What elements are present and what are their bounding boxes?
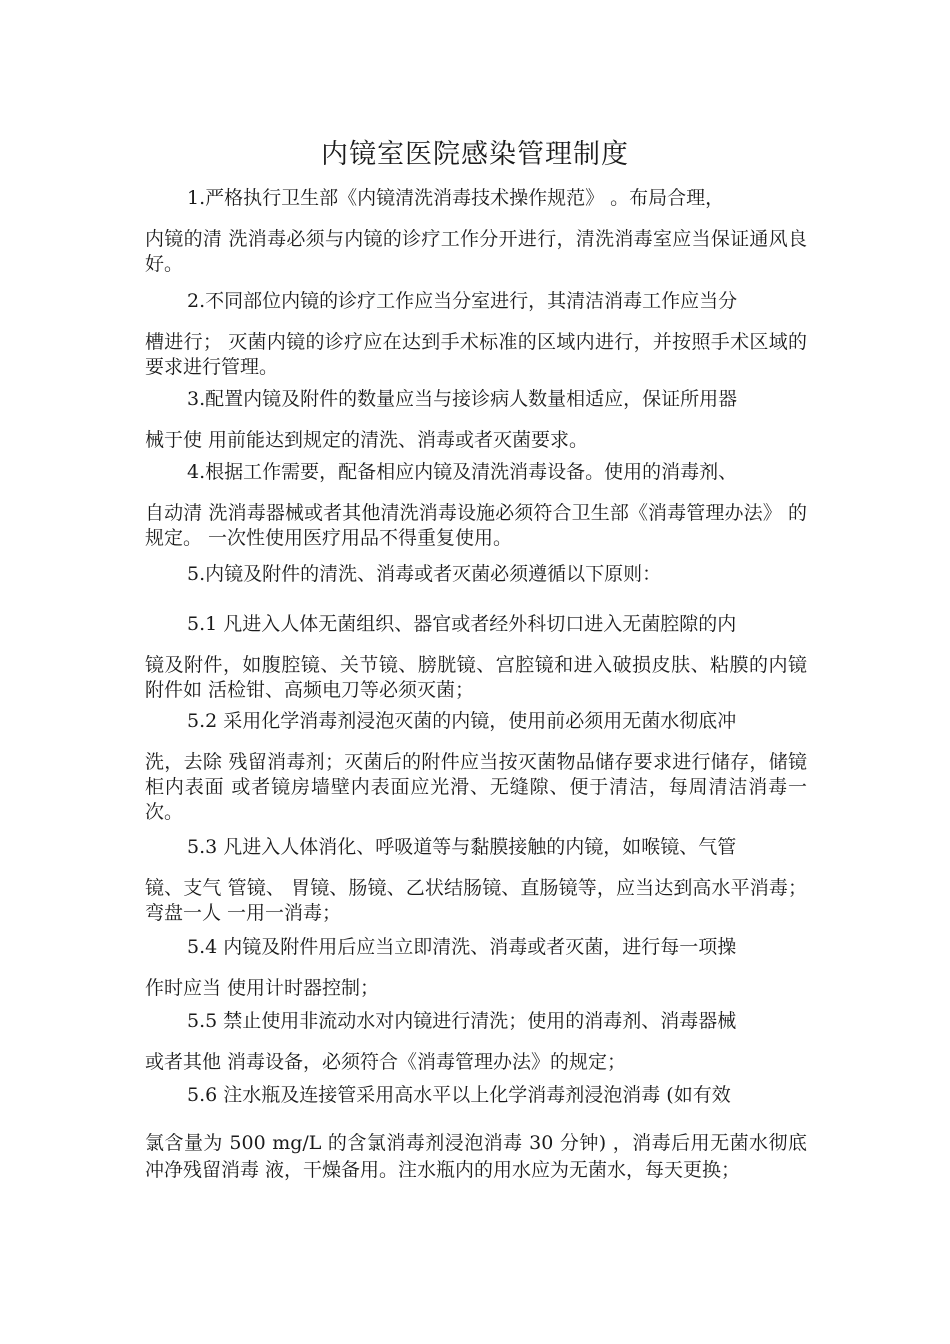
paragraph-5-3 xyxy=(145,835,807,926)
paragraph-first-line: 5.3 凡进入人体消化、呼吸道等与黏膜接触的内镜，如喉镜、气管 xyxy=(187,836,737,858)
paragraph-5-5 xyxy=(145,1009,807,1075)
paragraph-body: 或者其他 消毒设备，必须符合《消毒管理办法》的规定； xyxy=(145,1051,627,1073)
paragraph-first-line: 5.6 注水瓶及连接管采用高水平以上化学消毒剂浸泡消毒 (如有效 xyxy=(187,1084,731,1106)
paragraph-first-line: 3.配置内镜及附件的数量应当与接诊病人数量相适应，保证所用器 xyxy=(187,388,738,410)
paragraph-body: 内镜的清 洗消毒必须与内镜的诊疗工作分开进行，清洗消毒室应当保证通风良好。 xyxy=(145,228,807,275)
paragraph-4 xyxy=(145,460,807,551)
paragraph-3 xyxy=(145,387,807,453)
paragraph-body: 械于使 用前能达到规定的清洗、消毒或者灭菌要求。 xyxy=(145,429,589,451)
paragraph-5-2 xyxy=(145,709,807,825)
paragraph-first-line: 5.2 采用化学消毒剂浸泡灭菌的内镜，使用前必须用无菌水彻底冲 xyxy=(187,710,737,732)
paragraph-body: 作时应当 使用计时器控制； xyxy=(145,977,380,999)
paragraph-first-line: 5.5 禁止使用非流动水对内镜进行清洗；使用的消毒剂、消毒器械 xyxy=(187,1010,737,1032)
paragraph-body: 自动清 洗消毒器械或者其他清洗消毒设施必须符合卫生部《消毒管理办法》 的规定。 一次性使用医疗用品不得重复使用。 xyxy=(145,502,807,549)
paragraph-5-4 xyxy=(145,935,807,1001)
paragraph-first-line: 2.不同部位内镜的诊疗工作应当分室进行，其清洁消毒工作应当分 xyxy=(187,290,738,312)
paragraph-1 xyxy=(145,186,807,277)
paragraph-body: 洗，去除 残留消毒剂；灭菌后的附件应当按灭菌物品储存要求进行储存，储镜柜内表面 或者镜房墙壁内表面应光滑、无缝隙、便于清洁，每周清洁消毒一次。 xyxy=(145,751,807,823)
paragraph-first-line: 5.内镜及附件的清洗、消毒或者灭菌必须遵循以下原则： xyxy=(187,563,662,585)
paragraph-first-line: 5.4 内镜及附件用后应当立即清洗、消毒或者灭菌，进行每一项操 xyxy=(187,936,737,958)
paragraph-body: 氯含量为 500 mg/L 的含氯消毒剂浸泡消毒 30 分钟) ，消毒后用无菌水彻底冲净残留消毒 液，干燥备用。注水瓶内的用水应为无菌水，每天更换； xyxy=(145,1132,807,1181)
paragraph-body: 镜、支气 管镜、 胃镜、肠镜、乙状结肠镜、直肠镜等，应当达到高水平消毒；弯盘一人 一用一消毒； xyxy=(145,877,807,924)
paragraph-5-1 xyxy=(145,612,807,703)
paragraph-5 xyxy=(145,562,807,587)
document-title: 内镜室医院感染管理制度 xyxy=(321,139,629,170)
paragraph-2 xyxy=(145,289,807,380)
paragraph-first-line: 5.1 凡进入人体无菌组织、器官或者经外科切口进入无菌腔隙的内 xyxy=(187,613,737,635)
paragraph-body: 槽进行； 灭菌内镜的诊疗应在达到手术标准的区域内进行，并按照手术区域的要求进行管理。 xyxy=(145,331,807,378)
paragraph-first-line: 4.根据工作需要，配备相应内镜及清洗消毒设备。使用的消毒剂、 xyxy=(187,461,738,483)
paragraph-5-6 xyxy=(145,1083,807,1184)
paragraph-body: 镜及附件，如腹腔镜、关节镜、膀胱镜、宫腔镜和进入破损皮肤、粘膜的内镜附件如 活检钳、高频电刀等必须灭菌； xyxy=(145,654,807,701)
paragraph-first-line: 1.严格执行卫生部《内镜清洗消毒技术操作规范》 。布局合理， xyxy=(187,187,725,209)
